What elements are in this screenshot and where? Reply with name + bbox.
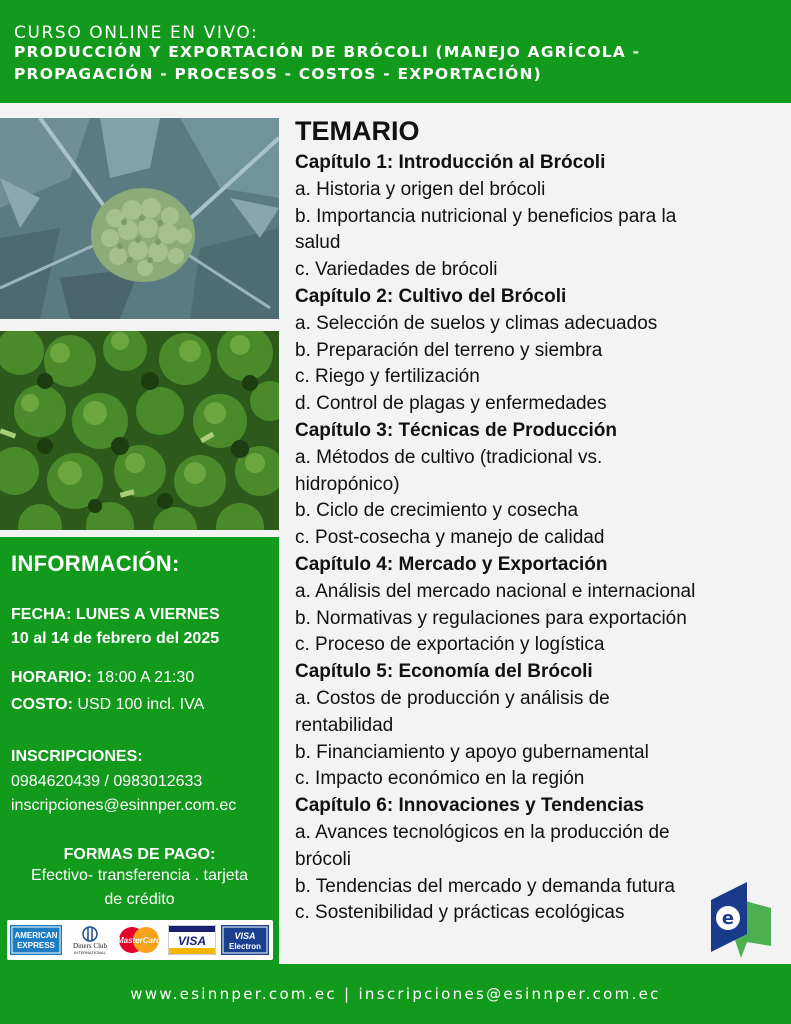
temario-item: b. Normativas y regulaciones para exportación: [295, 607, 687, 629]
broccoli-florets-photo: [0, 331, 279, 530]
mastercard-label: MasterCard: [116, 936, 162, 945]
costo-value: USD 100 incl. IVA: [72, 696, 205, 713]
visa-electron-line-2: Electron: [228, 942, 262, 951]
temario-list: [295, 150, 695, 927]
formas-de-pago-line-2: de crédito: [104, 891, 175, 908]
inscripciones-heading: INSCRIPCIONES:: [11, 748, 143, 765]
temario-item: brócoli: [295, 848, 351, 870]
info-panel: [0, 537, 279, 964]
header-banner: [0, 0, 791, 103]
payment-cards-strip: [7, 920, 273, 960]
temario-item: a. Métodos de cultivo (tradicional vs.: [295, 446, 603, 468]
amex-card-icon: [10, 925, 62, 955]
temario-chapter: Capítulo 5: Economía del Brócoli: [295, 661, 593, 683]
amex-line-2: EXPRESS: [17, 941, 55, 950]
info-title: INFORMACIÓN:: [11, 551, 180, 576]
temario-item: c. Sostenibilidad y prácticas ecológicas: [295, 902, 625, 924]
temario-section: [295, 112, 695, 927]
temario-item: salud: [295, 232, 341, 254]
temario-item: b. Tendencias del mercado y demanda futura: [295, 875, 675, 897]
visa-card-icon: [168, 925, 216, 955]
temario-heading: TEMARIO: [295, 116, 420, 146]
esinnper-logo-icon: [711, 882, 771, 958]
temario-item: a. Selección de suelos y climas adecuados: [295, 312, 658, 334]
inscripciones-email[interactable]: inscripciones@esinnper.com.ec: [11, 797, 237, 814]
temario-chapter: Capítulo 2: Cultivo del Brócoli: [295, 285, 567, 307]
temario-item: c. Impacto económico en la región: [295, 768, 585, 790]
costo-label: COSTO:: [11, 696, 73, 713]
fecha-dates: 10 al 14 de febrero del 2025: [11, 630, 220, 647]
logo-letter: e: [721, 908, 735, 929]
temario-item: c. Variedades de brócoli: [295, 259, 498, 281]
mastercard-icon: [116, 925, 162, 955]
amex-line-1: AMERICAN: [14, 931, 58, 940]
visa-electron-line-1: VISA: [234, 931, 256, 941]
temario-item: b. Preparación del terreno y siembra: [295, 339, 603, 361]
temario-item: b. Importancia nutricional y beneficios para la: [295, 205, 677, 227]
header-line-2: PRODUCCIÓN Y EXPORTACIÓN DE BRÓCOLI (MANEJO AGRÍCOLA -: [14, 43, 641, 61]
temario-item: a. Historia y origen del brócoli: [295, 178, 546, 200]
temario-item: hidropónico): [295, 473, 400, 495]
broccoli-plant-photo: [0, 118, 279, 319]
diners-card-icon: [66, 925, 114, 955]
temario-item: a. Análisis del mercado nacional e internacional: [295, 580, 696, 602]
temario-item: b. Ciclo de crecimiento y cosecha: [295, 500, 579, 522]
temario-chapter: Capítulo 6: Innovaciones y Tendencias: [295, 795, 645, 817]
temario-item: rentabilidad: [295, 714, 394, 736]
formas-de-pago-heading: FORMAS DE PAGO:: [63, 846, 216, 863]
temario-item: c. Proceso de exportación y logística: [295, 634, 605, 656]
diners-line-2: INTERNATIONAL: [74, 950, 106, 955]
phone-numbers: 0984620439 / 0983012633: [11, 773, 203, 790]
horario-label: HORARIO:: [11, 669, 92, 686]
visa-electron-card-icon: [221, 925, 269, 955]
header-line-3: PROPAGACIÓN - PROCESOS - COSTOS - EXPORTACIÓN): [14, 65, 542, 83]
costo-row: [11, 696, 204, 714]
formas-de-pago-line-1: Efectivo- transferencia . tarjeta: [31, 867, 248, 884]
temario-item: d. Control de plagas y enfermedades: [295, 393, 607, 415]
footer-contact[interactable]: www.esinnper.com.ec | inscripciones@esinnper.com.ec: [130, 985, 661, 1003]
horario-value: 18:00 A 21:30: [91, 669, 195, 686]
temario-item: a. Costos de producción y análisis de: [295, 687, 610, 709]
header-line-1: CURSO ONLINE EN VIVO:: [14, 23, 259, 43]
temario-item: c. Post-cosecha y manejo de calidad: [295, 527, 605, 549]
temario-chapter: Capítulo 1: Introducción al Brócoli: [295, 152, 606, 173]
horario-row: [11, 669, 194, 687]
temario-item: a. Avances tecnológicos en la producción de: [295, 821, 670, 843]
visa-label: VISA: [177, 934, 207, 948]
temario-chapter: Capítulo 4: Mercado y Exportación: [295, 553, 608, 575]
temario-chapter: Capítulo 3: Técnicas de Producción: [295, 419, 618, 441]
footer-bar: [0, 964, 791, 1024]
diners-line-1: Diners Club: [72, 942, 108, 950]
temario-item: b. Financiamiento y apoyo gubernamental: [295, 741, 649, 763]
temario-item: c. Riego y fertilización: [295, 366, 480, 388]
fecha-days: FECHA: LUNES A VIERNES: [11, 606, 220, 623]
